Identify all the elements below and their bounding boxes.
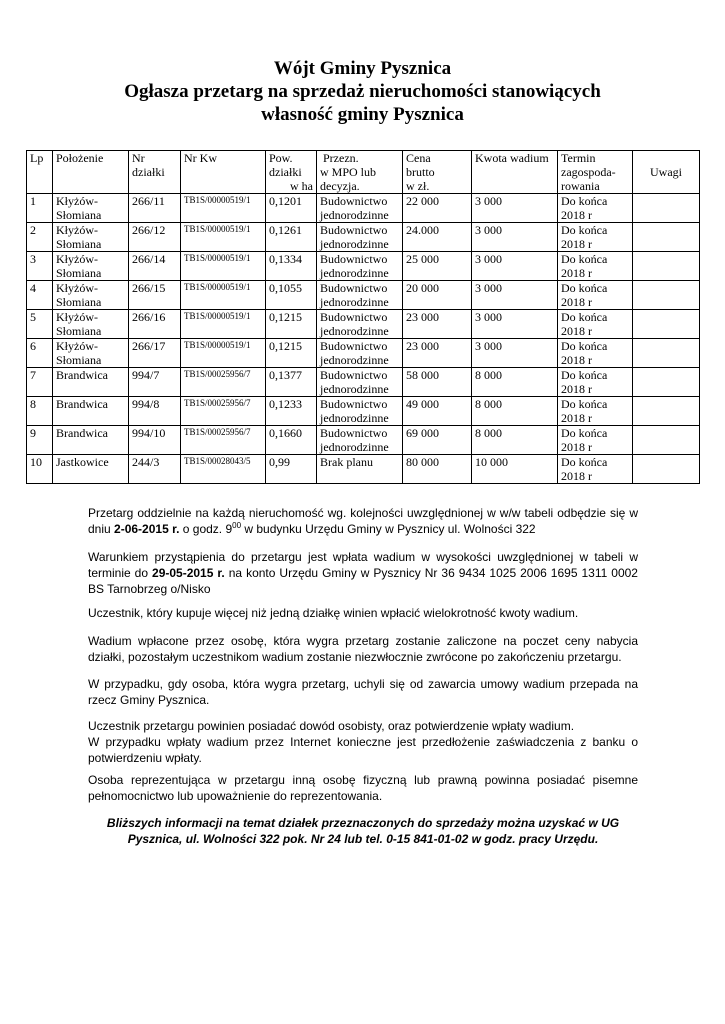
cell-termin-text: Do końca (561, 310, 608, 324)
cell-lp-text: 1 (30, 194, 36, 208)
cell-termin-text: Do końca (561, 339, 608, 353)
paragraph-deposit-forfeit: W przypadku, gdy osoba, która wygra przetarg, uchyli się od zawarcia umowy wadium przepada na rzecz Gminy Pysznica. (88, 677, 638, 707)
cell-pow (266, 252, 317, 281)
cell-wadium (472, 455, 558, 484)
cell-termin-text: 2018 r (561, 440, 592, 454)
cell-polozenie-text: Kłyżów- (56, 252, 98, 266)
cell-pow-text: 0,1215 (269, 339, 302, 353)
cell-pow (266, 368, 317, 397)
cell-pow (266, 194, 317, 223)
cell-wadium-text: 3 000 (475, 281, 502, 295)
cell-polozenie-text: Jastkowice (56, 455, 109, 469)
cell-przezn-text: jednorodzinne (320, 208, 389, 222)
table-row (27, 455, 700, 484)
cell-pow (266, 397, 317, 426)
cell-polozenie (53, 194, 129, 223)
cell-termin (558, 252, 633, 281)
cell-nr-kw (181, 397, 266, 426)
cell-polozenie (53, 252, 129, 281)
cell-termin (558, 194, 633, 223)
cell-uwagi (633, 310, 700, 339)
cell-pow-text: 0,1660 (269, 426, 302, 440)
cell-pow (266, 339, 317, 368)
cell-uwagi (633, 194, 700, 223)
cell-nr-kw-text: TB1S/00000519/1 (184, 311, 251, 321)
cell-pow-text: 0,1201 (269, 194, 302, 208)
cell-przezn-text: Budownictwo (320, 397, 388, 411)
cell-cena-text: 22 000 (406, 194, 439, 208)
cell-lp-text: 10 (30, 455, 42, 469)
cell-uwagi (633, 281, 700, 310)
cell-przezn (317, 368, 403, 397)
cell-cena-text: 24.000 (406, 223, 439, 237)
cell-przezn (317, 252, 403, 281)
cell-termin-text: 2018 r (561, 266, 592, 280)
cell-lp-text: 5 (30, 310, 36, 324)
cell-lp-text: 6 (30, 339, 36, 353)
cell-termin (558, 426, 633, 455)
cell-przezn-text: jednorodzinne (320, 295, 389, 309)
cell-termin-text: Do końca (561, 455, 608, 469)
cell-polozenie-text: Słomiana (56, 324, 102, 338)
paragraph-auction-date: Przetarg oddzielnie na każdą nieruchomość wg. kolejności uwzględnionej w w/w tabeli odbędzie się w dniu 2-06-2015 r. o godz. $9^{00}$ w budynku Urzędu Gminy w Pysznicy ul. Wolności 322 (88, 506, 638, 536)
cell-przezn (317, 426, 403, 455)
cell-wadium-text: 3 000 (475, 252, 502, 266)
cell-termin-text: 2018 r (561, 382, 592, 396)
cell-cena-text: 23 000 (406, 310, 439, 324)
cell-nr-dzialki (129, 194, 181, 223)
cell-lp (27, 426, 53, 455)
cell-przezn-text: Budownictwo (320, 194, 388, 208)
cell-pow (266, 310, 317, 339)
cell-pow (266, 426, 317, 455)
cell-polozenie-text: Kłyżów- (56, 281, 98, 295)
cell-polozenie-text: Słomiana (56, 266, 102, 280)
cell-termin (558, 455, 633, 484)
header-przezn: Przezn. w MPO lub decyzja. (317, 151, 403, 194)
cell-przezn-text: Budownictwo (320, 281, 388, 295)
cell-polozenie (53, 281, 129, 310)
cell-cena (403, 368, 472, 397)
cell-polozenie-text: Brandwica (56, 397, 108, 411)
cell-termin-text: 2018 r (561, 411, 592, 425)
header-uwagi: Uwagi (633, 151, 700, 194)
cell-nr-kw-text: TB1S/00028043/5 (184, 456, 251, 466)
cell-przezn (317, 339, 403, 368)
cell-polozenie-text: Słomiana (56, 295, 102, 309)
cell-lp (27, 339, 53, 368)
cell-pow (266, 455, 317, 484)
cell-nr-dzialki (129, 455, 181, 484)
header-nr-dzialki: Nr działki (129, 151, 181, 194)
cell-cena (403, 310, 472, 339)
cell-przezn (317, 397, 403, 426)
paragraph-contact-info: Bliższych informacji na temat działek przeznaczonych do sprzedaży można uzyskać w UG Pysznica, ul. Wolności 322 pok. Nr 24 lub tel. 0-15 841-01-02 w godz. pracy Urzędu. (106, 816, 620, 846)
table-row (27, 310, 700, 339)
cell-termin (558, 339, 633, 368)
title-line-2: Ogłasza przetarg na sprzedaż nieruchomości stanowiących (124, 81, 601, 102)
table-row (27, 194, 700, 223)
cell-nr-dzialki (129, 223, 181, 252)
cell-nr-dzialki (129, 281, 181, 310)
cell-cena-text: 58 000 (406, 368, 439, 382)
cell-termin-text: Do końca (561, 368, 608, 382)
cell-uwagi (633, 223, 700, 252)
cell-pow (266, 223, 317, 252)
cell-przezn-text: jednorodzinne (320, 237, 389, 251)
cell-przezn (317, 194, 403, 223)
paragraph-representation: Osoba reprezentująca w przetargu inną osobę fizyczną lub prawną powinna posiadać pisemne pełnomocnictwo lub upoważnienie do reprezentowania. (88, 773, 638, 803)
cell-nr-kw-text: TB1S/00000519/1 (184, 253, 251, 263)
cell-wadium (472, 368, 558, 397)
header-polozenie: Położenie (53, 151, 129, 194)
cell-termin-text: Do końca (561, 397, 608, 411)
cell-wadium-text: 3 000 (475, 194, 502, 208)
cell-polozenie (53, 397, 129, 426)
cell-przezn-text: jednorodzinne (320, 353, 389, 367)
cell-lp-text: 2 (30, 223, 36, 237)
cell-nr-dzialki-text: 266/15 (132, 281, 166, 295)
cell-cena (403, 455, 472, 484)
cell-polozenie-text: Brandwica (56, 368, 108, 382)
cell-przezn (317, 281, 403, 310)
cell-polozenie-text: Kłyżów- (56, 194, 98, 208)
cell-przezn-text: jednorodzinne (320, 411, 389, 425)
cell-przezn-text: Budownictwo (320, 368, 388, 382)
cell-nr-dzialki-text: 994/10 (132, 426, 166, 440)
cell-cena-text: 49 000 (406, 397, 439, 411)
cell-cena-text: 69 000 (406, 426, 439, 440)
cell-polozenie (53, 339, 129, 368)
cell-wadium (472, 252, 558, 281)
cell-lp (27, 455, 53, 484)
cell-polozenie (53, 223, 129, 252)
cell-nr-kw (181, 281, 266, 310)
cell-pow-text: 0,1233 (269, 397, 302, 411)
cell-lp-text: 3 (30, 252, 36, 266)
cell-cena-text: 20 000 (406, 281, 439, 295)
cell-wadium-text: 8 000 (475, 368, 502, 382)
cell-nr-dzialki (129, 397, 181, 426)
cell-przezn-text: Budownictwo (320, 223, 388, 237)
cell-uwagi (633, 426, 700, 455)
cell-lp (27, 223, 53, 252)
cell-nr-kw-text: TB1S/00000519/1 (184, 340, 251, 350)
title-line-3: własność gminy Pysznica (261, 104, 464, 125)
table-row (27, 339, 700, 368)
cell-nr-kw (181, 252, 266, 281)
cell-lp-text: 7 (30, 368, 36, 382)
cell-nr-dzialki-text: 266/17 (132, 339, 166, 353)
cell-termin (558, 223, 633, 252)
table-row (27, 368, 700, 397)
title-line-1: Wójt Gminy Pysznica (273, 58, 452, 79)
header-pow: Pow. działki w ha (266, 151, 317, 194)
cell-lp (27, 252, 53, 281)
cell-wadium (472, 339, 558, 368)
cell-uwagi (633, 252, 700, 281)
cell-termin (558, 281, 633, 310)
cell-termin-text: 2018 r (561, 353, 592, 367)
cell-przezn-text: Brak planu (320, 455, 373, 469)
cell-nr-kw (181, 368, 266, 397)
cell-wadium (472, 397, 558, 426)
cell-wadium (472, 194, 558, 223)
cell-nr-dzialki-text: 994/8 (132, 397, 160, 411)
cell-lp (27, 281, 53, 310)
cell-przezn-text: Budownictwo (320, 339, 388, 353)
cell-nr-kw (181, 426, 266, 455)
cell-nr-dzialki (129, 252, 181, 281)
cell-pow-text: 0,1055 (269, 281, 302, 295)
cell-polozenie-text: Brandwica (56, 426, 108, 440)
cell-cena (403, 339, 472, 368)
plots-table (26, 150, 700, 484)
cell-termin (558, 310, 633, 339)
cell-cena-text: 80 000 (406, 455, 439, 469)
cell-cena (403, 252, 472, 281)
cell-wadium-text: 3 000 (475, 310, 502, 324)
cell-polozenie-text: Kłyżów- (56, 310, 98, 324)
header-nr-kw: Nr Kw (181, 151, 266, 194)
cell-lp (27, 310, 53, 339)
cell-termin-text: Do końca (561, 426, 608, 440)
cell-nr-dzialki-text: 244/3 (132, 455, 160, 469)
cell-nr-kw (181, 194, 266, 223)
cell-cena-text: 25 000 (406, 252, 439, 266)
paragraph-multiple-plots: Uczestnik, który kupuje więcej niż jedną działkę winien wpłacić wielokrotność kwoty wadium. (88, 606, 579, 620)
cell-nr-kw-text: TB1S/00025956/7 (184, 427, 251, 437)
cell-termin-text: 2018 r (561, 295, 592, 309)
cell-termin-text: Do końca (561, 194, 608, 208)
cell-termin-text: Do końca (561, 223, 608, 237)
cell-lp (27, 397, 53, 426)
cell-nr-kw-text: TB1S/00000519/1 (184, 195, 251, 205)
header-termin: Termin zagospoda- rowania (558, 151, 633, 194)
cell-wadium (472, 223, 558, 252)
cell-cena (403, 426, 472, 455)
cell-przezn-text: Budownictwo (320, 426, 388, 440)
cell-pow-text: 0,1377 (269, 368, 302, 382)
table-header-row (27, 151, 700, 194)
cell-polozenie (53, 310, 129, 339)
cell-termin-text: 2018 r (561, 208, 592, 222)
cell-przezn-text: Budownictwo (320, 310, 388, 324)
header-lp: Lp (27, 151, 53, 194)
cell-przezn-text: jednorodzinne (320, 324, 389, 338)
paragraph-deposit-condition: Warunkiem przystąpienia do przetargu jest wpłata wadium w wysokości uwzględnionej w tabeli w terminie do 29-05-2015 r. na konto Urzędu Gminy w Pysznicy Nr 36 9434 1025 2006 1695 1311 0002 BS Tarnobrzeg o/Nisko (88, 550, 638, 596)
cell-przezn-text: Budownictwo (320, 252, 388, 266)
cell-nr-kw (181, 223, 266, 252)
cell-przezn (317, 223, 403, 252)
cell-przezn-text: jednorodzinne (320, 382, 389, 396)
cell-pow (266, 281, 317, 310)
cell-uwagi (633, 368, 700, 397)
table-row (27, 223, 700, 252)
cell-termin-text: 2018 r (561, 469, 592, 483)
cell-wadium (472, 281, 558, 310)
cell-cena (403, 223, 472, 252)
cell-cena (403, 194, 472, 223)
cell-wadium-text: 3 000 (475, 223, 502, 237)
cell-polozenie-text: Słomiana (56, 208, 102, 222)
cell-nr-kw-text: TB1S/00025956/7 (184, 398, 251, 408)
cell-nr-dzialki (129, 339, 181, 368)
table-row (27, 281, 700, 310)
header-wadium: Kwota wadium (472, 151, 558, 194)
cell-pow-text: 0,99 (269, 455, 290, 469)
cell-przezn (317, 310, 403, 339)
cell-polozenie (53, 368, 129, 397)
cell-nr-dzialki-text: 266/12 (132, 223, 166, 237)
cell-lp-text: 4 (30, 281, 36, 295)
cell-przezn (317, 455, 403, 484)
cell-nr-dzialki-text: 266/16 (132, 310, 166, 324)
table-row (27, 252, 700, 281)
cell-polozenie-text: Słomiana (56, 237, 102, 251)
cell-wadium (472, 426, 558, 455)
cell-pow-text: 0,1261 (269, 223, 302, 237)
cell-przezn-text: jednorodzinne (320, 440, 389, 454)
cell-cena (403, 397, 472, 426)
cell-uwagi (633, 455, 700, 484)
cell-termin-text: Do końca (561, 252, 608, 266)
cell-lp-text: 9 (30, 426, 36, 440)
cell-nr-kw (181, 310, 266, 339)
cell-polozenie-text: Kłyżów- (56, 223, 98, 237)
cell-nr-dzialki (129, 426, 181, 455)
paragraph-deposit-return: Wadium wpłacone przez osobę, która wygra przetarg zostanie zaliczone na poczet ceny nabycia działki, pozostałym uczestnikom wadium zostanie niezwłocznie zwrócone po zakończeniu przetargu. (88, 634, 638, 664)
cell-wadium-text: 8 000 (475, 426, 502, 440)
cell-uwagi (633, 339, 700, 368)
cell-termin-text: 2018 r (561, 324, 592, 338)
cell-cena-text: 23 000 (406, 339, 439, 353)
cell-nr-dzialki-text: 266/14 (132, 252, 166, 266)
cell-lp-text: 8 (30, 397, 36, 411)
cell-polozenie-text: Kłyżów- (56, 339, 98, 353)
cell-lp (27, 368, 53, 397)
cell-nr-dzialki-text: 994/7 (132, 368, 160, 382)
cell-nr-kw (181, 339, 266, 368)
cell-termin-text: 2018 r (561, 237, 592, 251)
cell-pow-text: 0,1215 (269, 310, 302, 324)
cell-termin-text: Do końca (561, 281, 608, 295)
cell-nr-kw (181, 455, 266, 484)
cell-polozenie-text: Słomiana (56, 353, 102, 367)
cell-nr-kw-text: TB1S/00000519/1 (184, 224, 251, 234)
table-row (27, 426, 700, 455)
header-cena: Cena brutto w zł. (403, 151, 472, 194)
cell-termin (558, 397, 633, 426)
cell-lp (27, 194, 53, 223)
cell-nr-dzialki (129, 368, 181, 397)
cell-wadium (472, 310, 558, 339)
cell-cena (403, 281, 472, 310)
cell-pow-text: 0,1334 (269, 252, 302, 266)
cell-nr-dzialki-text: 266/11 (132, 194, 165, 208)
cell-wadium-text: 8 000 (475, 397, 502, 411)
table-row (27, 397, 700, 426)
cell-wadium-text: 3 000 (475, 339, 502, 353)
cell-nr-kw-text: TB1S/00025956/7 (184, 369, 251, 379)
cell-polozenie (53, 455, 129, 484)
cell-nr-kw-text: TB1S/00000519/1 (184, 282, 251, 292)
cell-uwagi (633, 397, 700, 426)
cell-termin (558, 368, 633, 397)
cell-wadium-text: 10 000 (475, 455, 508, 469)
paragraph-documents: Uczestnik przetargu powinien posiadać dowód osobisty, oraz potwierdzenie wpłaty wadium. W przypadku wpłaty wadium przez Internet konieczne jest przedłożenie zaświadczenia z banku o potwierdzeniu wpłaty. (88, 719, 638, 765)
cell-polozenie (53, 426, 129, 455)
cell-nr-dzialki (129, 310, 181, 339)
cell-przezn-text: jednorodzinne (320, 266, 389, 280)
